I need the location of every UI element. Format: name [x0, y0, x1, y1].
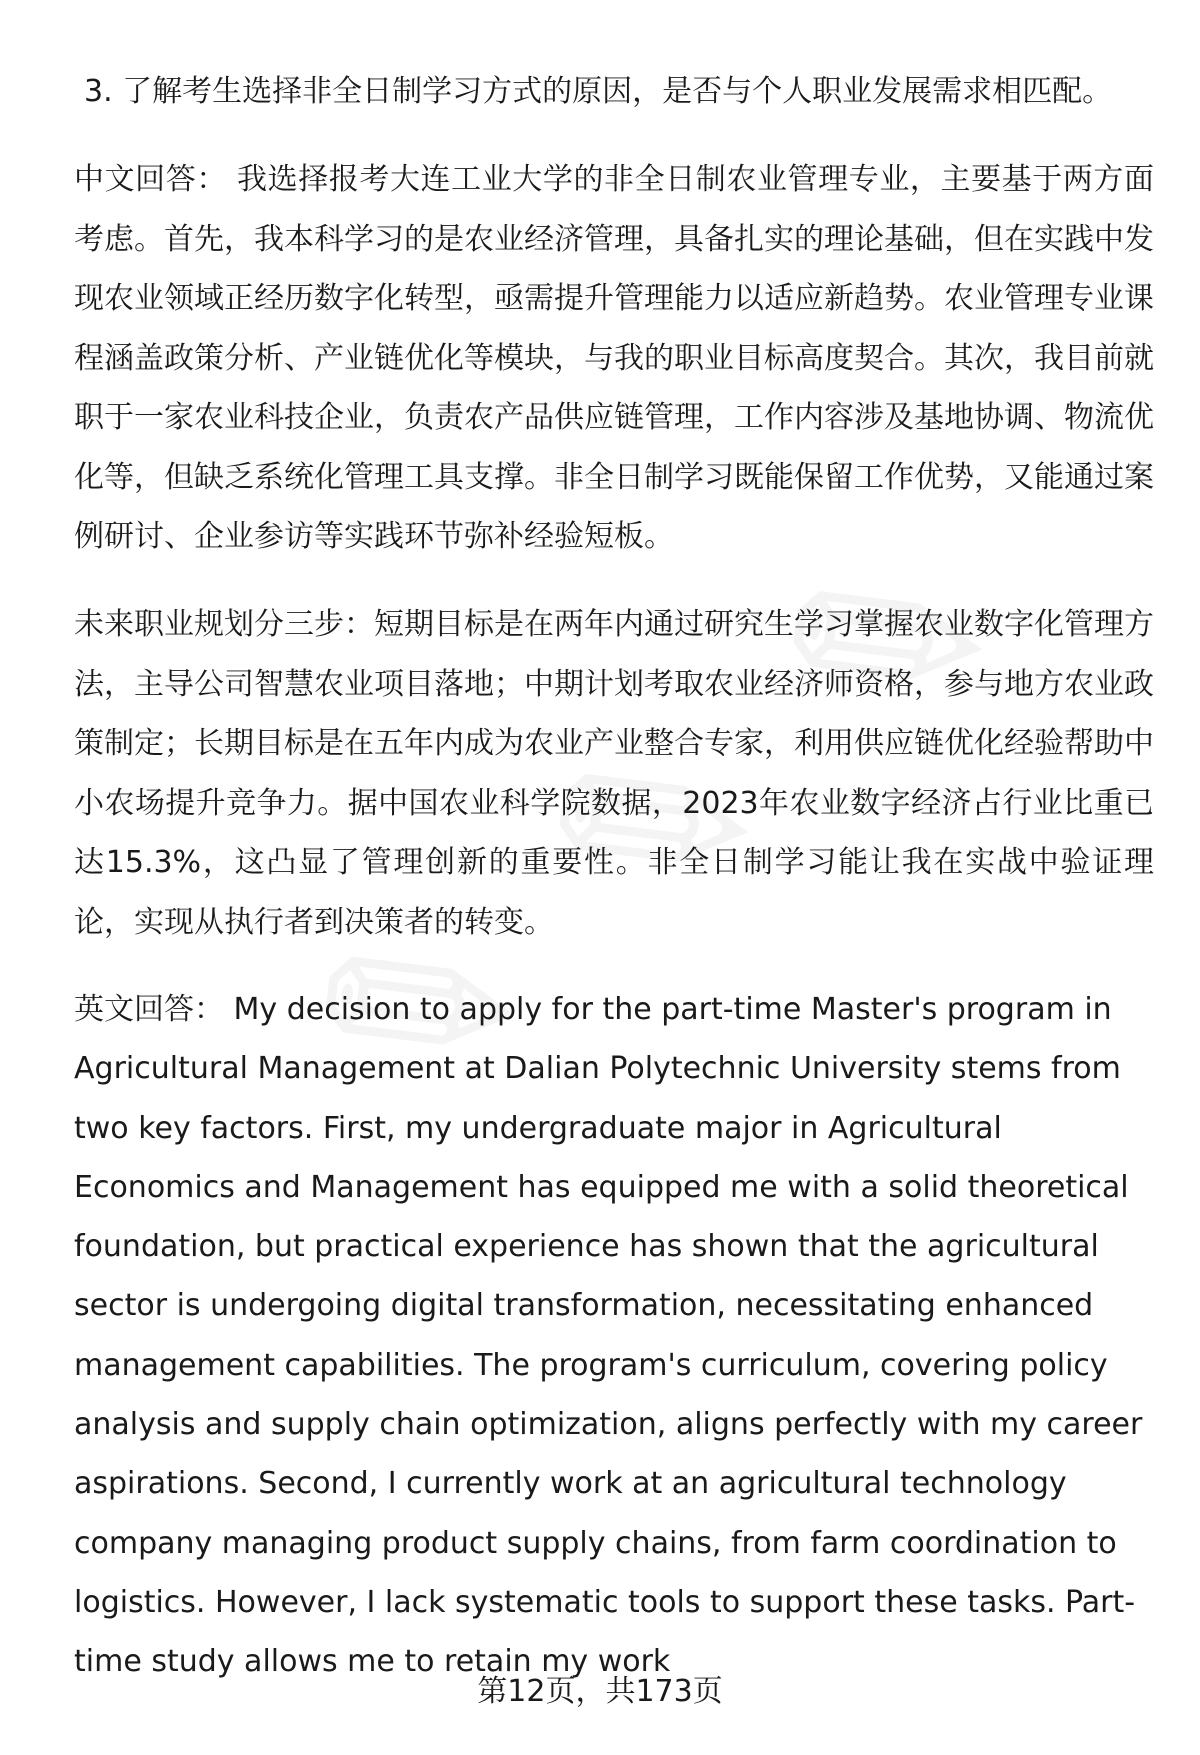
career-plan-paragraph: 未来职业规划分三步：短期目标是在两年内通过研究生学习掌握农业数字化管理方法，主导公司智慧农业项目落地；中期计划考取农业经济师资格，参与地方农业政策制定；长期目标是在五年内成为农业产业整合专家，利用供应链优化经验帮助中小农场提升竞争力。据中国农业科学院数据，2023年农业数字经济占行业比重已达15.3%，这凸显了管理创新的重要性。非全日制学习能让我在实战中验证理论，实现从执行者到决策者的转变。 — [74, 607, 1154, 940]
question-heading: 3. 了解考生选择非全日制学习方式的原因，是否与个人职业发展需求相匹配。 — [84, 74, 1113, 109]
page-number-footer: 第12页，共173页 — [477, 1674, 723, 1709]
english-answer-paragraph: 英文回答： My decision to apply for the part-time Master's program in Agricultural Management at Dalian Polytechnic University stems from two key factors. First, my undergraduate major in Agricultural Economics and Management has equipped me with a solid theoretical foundation, but practical experience has shown that the agricultural sector is undergoing digital transformation, necessitating enhanced management capabilities. The program's curriculum, covering policy analysis and supply chain optimization, aligns perfectly with my career aspirations. Second, I currently work at an agricultural technology company managing product supply chains, from farm coordination to logistics. However, I lack systematic tools to support these tasks. Part-time study allows me to retain my work — [74, 992, 1143, 1680]
chinese-answer-paragraph: 中文回答： 我选择报考大连工业大学的非全日制农业管理专业，主要基于两方面考虑。首先，我本科学习的是农业经济管理，具备扎实的理论基础，但在实践中发现农业领域正经历数字化转型，亟需提升管理能力以适应新趋势。农业管理专业课程涵盖政策分析、产业链优化等模块，与我的职业目标高度契合。其次，我目前就职于一家农业科技企业，负责农产品供应链管理，工作内容涉及基地协调、物流优化等，但缺乏系统化管理工具支撑。非全日制学习既能保留工作优势，又能通过案例研讨、企业参访等实践环节弥补经验短板。 — [74, 162, 1154, 554]
